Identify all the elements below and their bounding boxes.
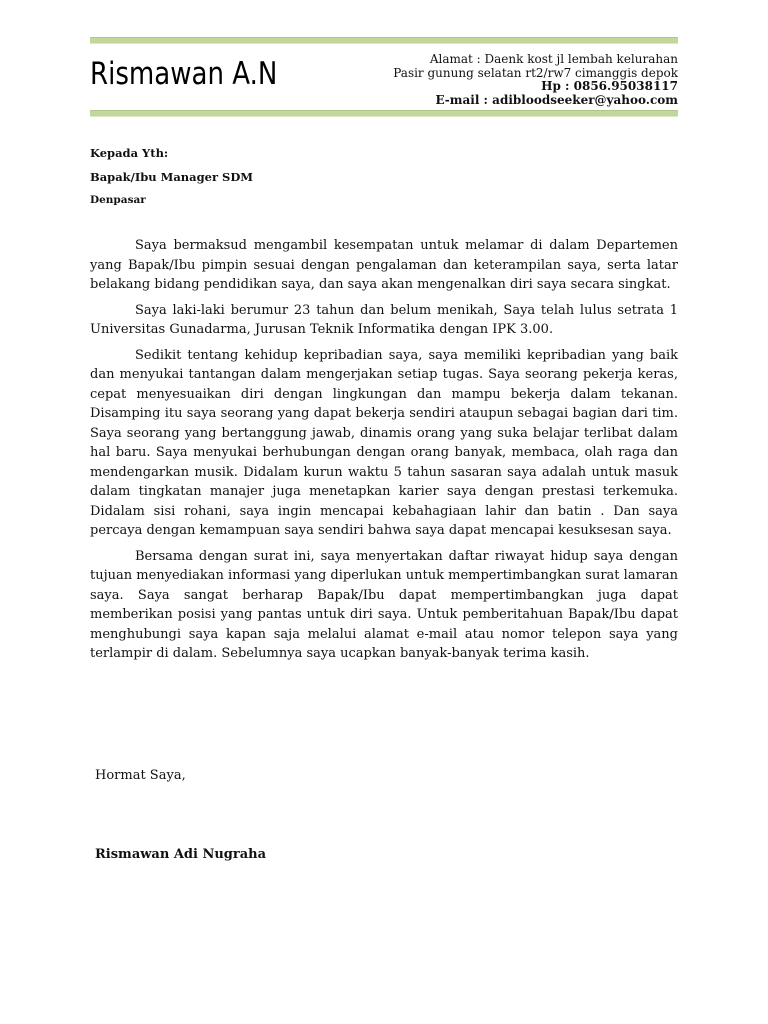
address-line-2: Pasir gunung selatan rt2/rw7 cimanggis depok (393, 65, 678, 80)
addressee-block (90, 146, 253, 206)
addressee-city: Denpasar (90, 194, 146, 206)
address-line-1 (393, 53, 678, 67)
letter-body (90, 236, 678, 670)
body-paragraph: Sedikit tentang kehidup kepribadian saya, saya memiliki kepribadian yang baik dan menyukai tantangan dalam mengerjakan setiap tugas. Saya seorang pekerja keras, cepat menyesuaikan diri dengan lingkungan dan mampu bekerja dalam tekanan. Disamping itu saya seorang yang dapat bekerja sendiri ataupun sebagai bagian dari tim. Saya seorang yang bertanggung jawab, dinamis orang yang suka belajar terlibat dalam hal baru. Saya menyukai berhubungan dengan orang banyak, membaca, olah raga dan mendengarkan musik. Didalam kurun waktu 5 tahun sasaran saya adalah untuk masuk dalam tingkatan manajer juga menetapkan karier saya dengan prestasi terkemuka. Didalam sisi rohani, saya ingin mencapai kebahagiaan lahir dan batin . Dan saya percaya dengan kemampuan saya sendiri bahwa saya dapat mencapai kesuksesan saya. (90, 347, 678, 538)
body-paragraph: Saya laki-laki berumur 23 tahun dan belum menikah, Saya telah lulus setrata 1 Universitas Gunadarma, Jurusan Teknik Informatika dengan IPK 3.00. (90, 302, 678, 337)
header-top-rule (90, 37, 678, 44)
email-address: E-mail : adibloodseeker@yahoo.com (435, 92, 678, 107)
contact-block (393, 53, 678, 107)
addressee-salutation: Kepada Yth: (90, 146, 169, 160)
phone-number: Hp : 0856.95038117 (541, 79, 678, 93)
address-value: Daenk kost jl lembah kelurahan (480, 52, 678, 66)
address-label: Alamat : (429, 52, 481, 66)
addressee-recipient: Bapak/Ibu Manager SDM (90, 170, 254, 184)
sender-name: Rismawan A.N (90, 56, 278, 92)
body-paragraph: Saya bermaksud mengambil kesempatan untuk melamar di dalam Departemen yang Bapak/Ibu pimpin sesuai dengan pengalaman dan keterampilan saya, serta latar belakang bidang pendidikan saya, dan saya akan mengenalkan diri saya secara singkat. (90, 238, 678, 292)
header-bottom-rule (90, 110, 678, 117)
body-paragraph: Bersama dengan surat ini, saya menyertakan daftar riwayat hidup saya dengan tujuan menyediakan informasi yang diperlukan untuk mempertimbangkan surat lamaran saya. Saya sangat berharap Bapak/Ibu dapat mempertimbangkan juga dapat memberikan posisi yang pantas untuk diri saya. Untuk pemberitahuan Bapak/Ibu dapat menghubungi saya kapan saja melalui alamat e-mail atau nomor telepon saya yang terlampir di dalam. Sebelumnya saya ucapkan banyak-banyak terima kasih. (90, 548, 678, 661)
closing-phrase: Hormat Saya, (95, 768, 186, 783)
signature-name: Rismawan Adi Nugraha (95, 847, 267, 862)
